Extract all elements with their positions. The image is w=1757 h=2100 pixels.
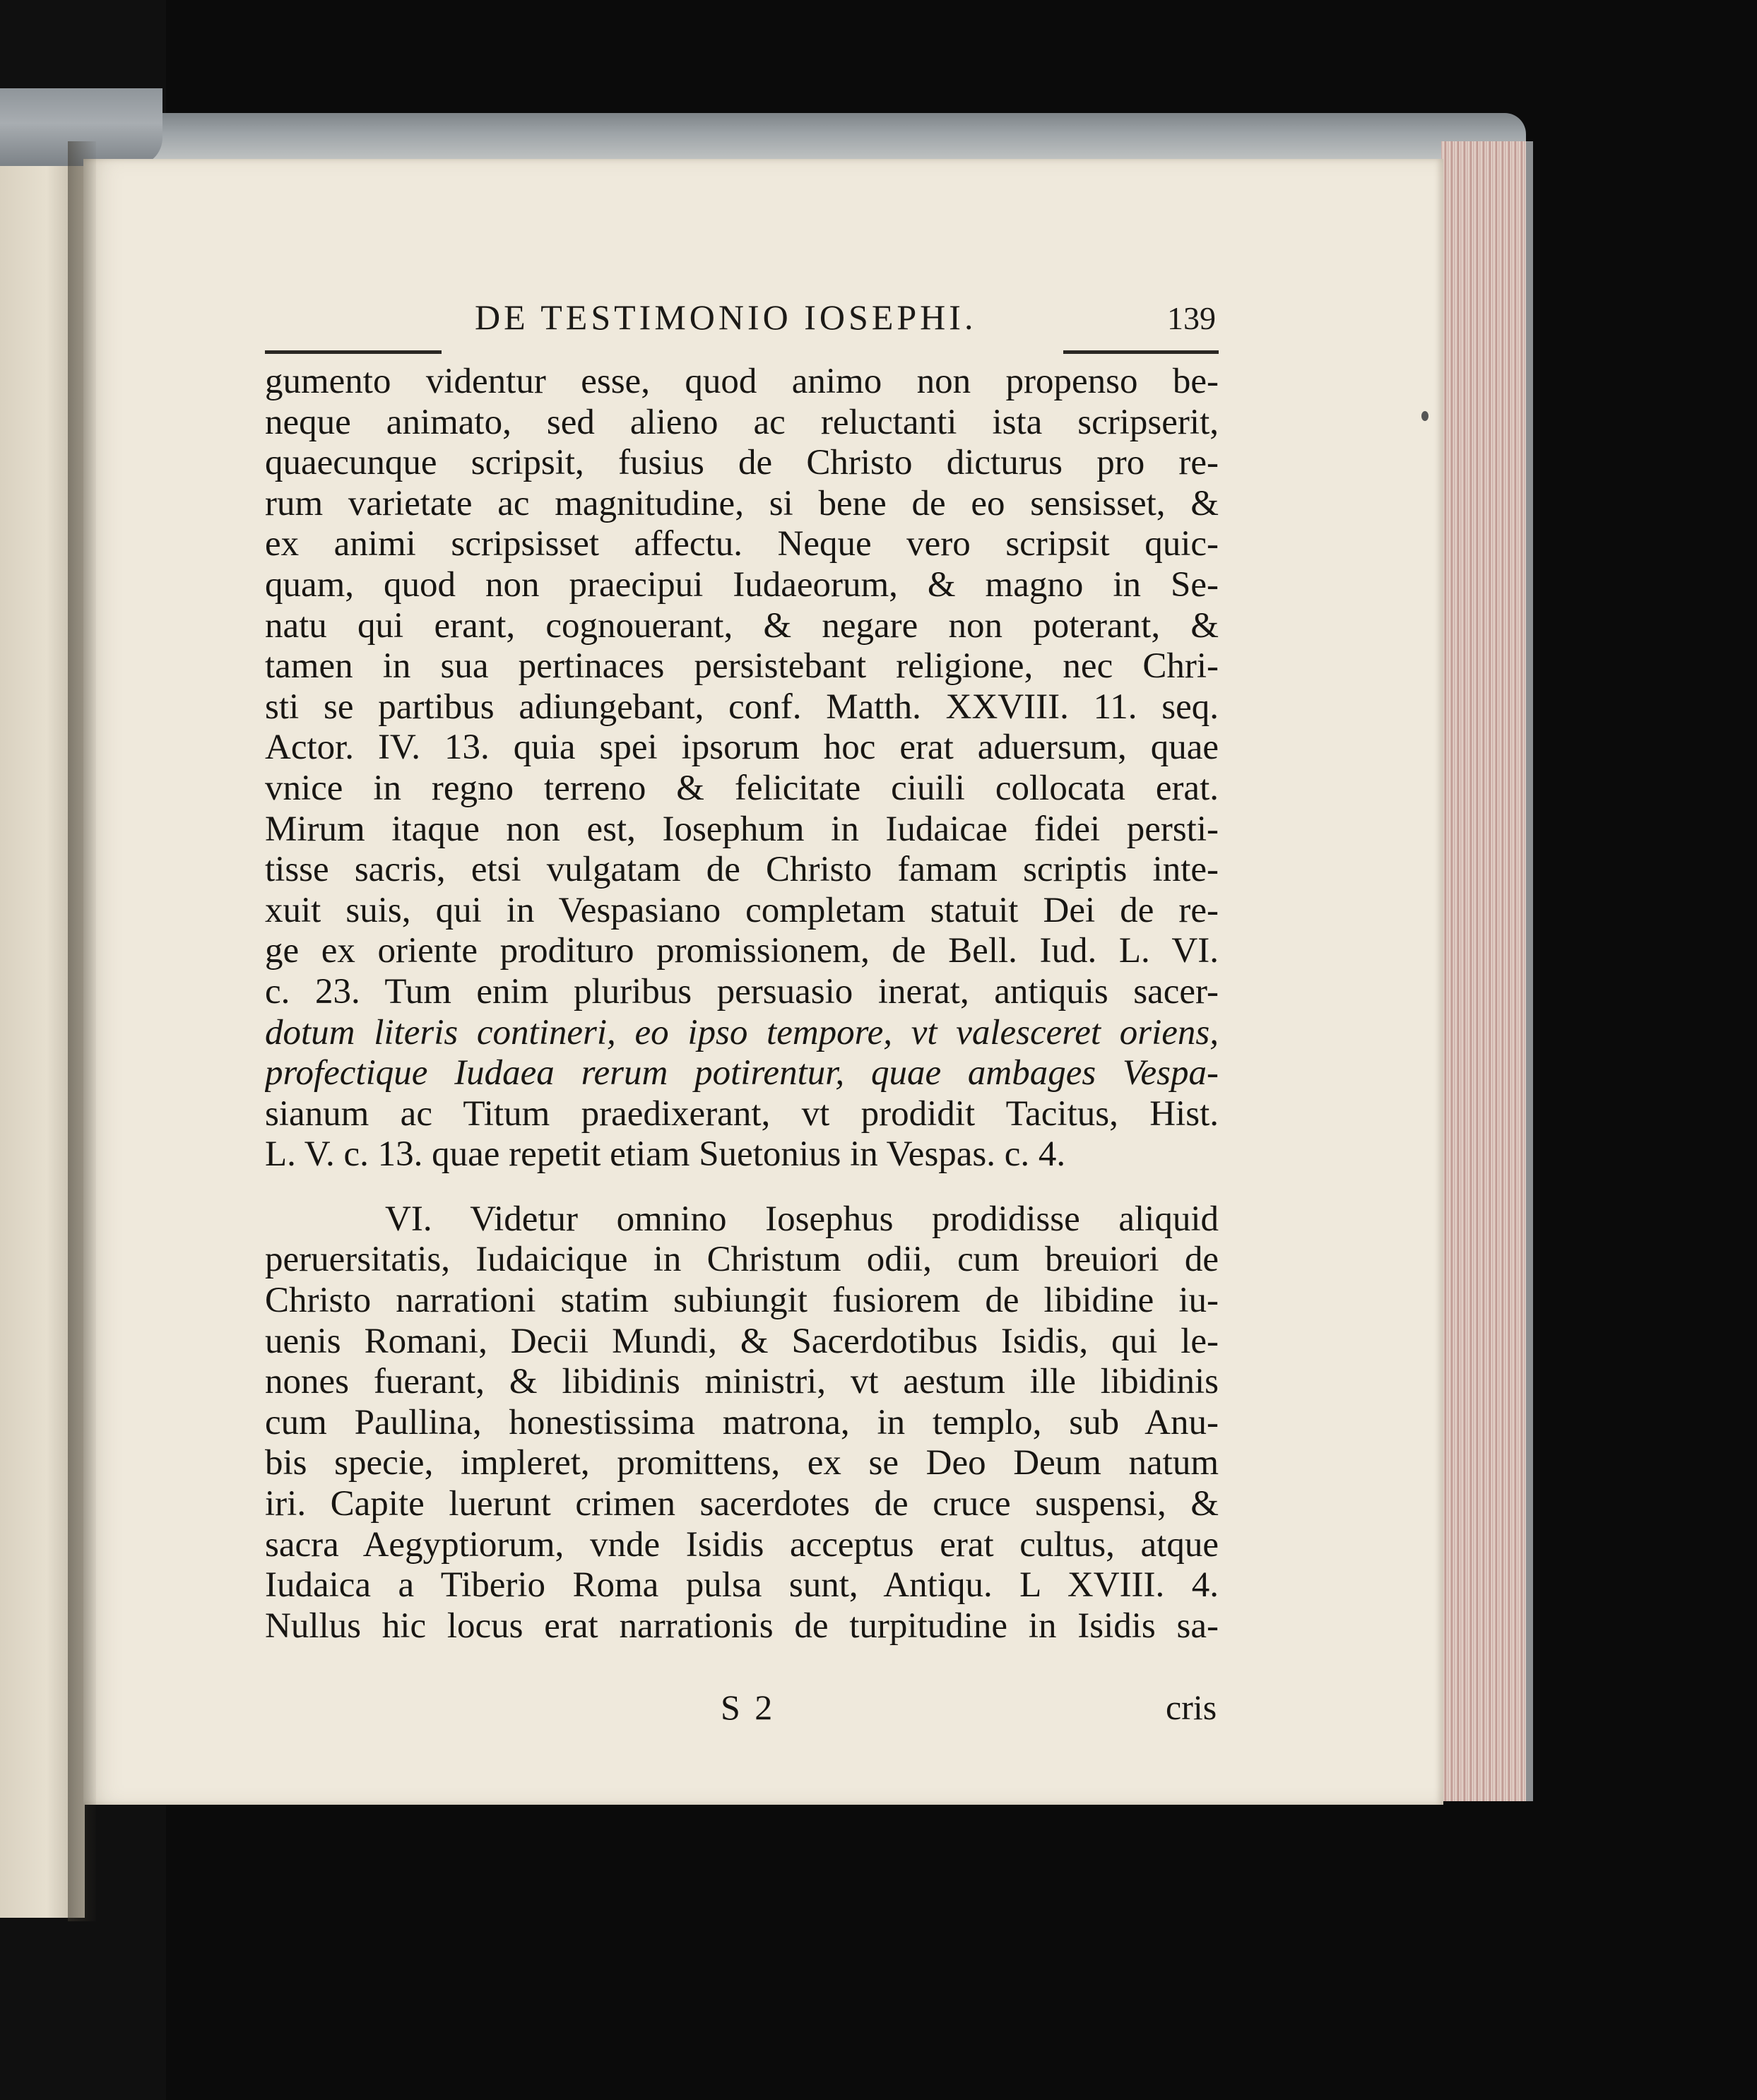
text-line-italic: profectique Iudaea rerum potirentur, quae ambages Vespa- [265, 1053, 1219, 1093]
text-line: L. V. c. 13. quae repetit etiam Suetonius in Vespas. c. 4. [265, 1134, 1066, 1175]
text-line: nones fuerant, & libidinis ministri, vt aestum ille libidinis [265, 1362, 1219, 1402]
text-line: bis specie, impleret, promittens, ex se Deo Deum natum [265, 1443, 1219, 1483]
text-line: sianum ac Titum praedixerant, vt prodidit Tacitus, Hist. [265, 1093, 1219, 1134]
text-line: quam, quod non praecipui Iudaeorum, & magno in Se- [265, 564, 1219, 605]
text-line: Actor. IV. 13. quia spei ipsorum hoc erat aduersum, quae [265, 728, 1219, 768]
header-rule-right [1063, 350, 1219, 354]
signature-mark: S 2 [721, 1687, 776, 1727]
text-line: Nullus hic locus erat narrationis de turpitudine in Isidis sa- [265, 1606, 1219, 1646]
text-line: Iudaica a Tiberio Roma pulsa sunt, Antiqu. L XVIII. 4. [265, 1565, 1219, 1606]
text-line: ex animi scripsisset affectu. Neque vero scripsit quic- [265, 524, 1219, 564]
text-line: c. 23. Tum enim pluribus persuasio inerat, antiquis sacer- [265, 971, 1219, 1012]
paragraph-gap [265, 1175, 1219, 1199]
text-line: peruersitatis, Iudaicique in Christum odii, cum breuiori de [265, 1240, 1219, 1280]
text-line: rum varietate ac magnitudine, si bene de eo sensisset, & [265, 483, 1219, 523]
cover-board-edge [85, 113, 1526, 162]
text-line: Mirum itaque non est, Iosephum in Iudaicae fidei persti- [265, 809, 1219, 849]
text-line: ge ex oriente prodituro promissionem, de Bell. Iud. L. VI. [265, 931, 1219, 971]
text-body [265, 362, 1219, 1647]
text-line: iri. Capite luerunt crimen sacerdotes de cruce suspensi, & [265, 1484, 1219, 1524]
text-line: xuit suis, qui in Vespasiano completam statuit Dei de re- [265, 890, 1219, 930]
page-gutter-shadow [68, 141, 96, 1921]
text-line: natu qui erant, cognouerant, & negare non poterant, & [265, 605, 1219, 646]
running-head: DE TESTIMONIO IOSEPHI. [475, 297, 977, 337]
header-rule-left [265, 350, 442, 354]
text-line: sti se partibus adiungebant, conf. Matth. XXVIII. 11. seq. [265, 687, 1219, 727]
text-line: VI. Videtur omnino Iosephus prodidisse aliquid [385, 1199, 1219, 1239]
text-line: tamen in sua pertinaces persistebant religione, nec Chri- [265, 646, 1219, 687]
text-line: vnice in regno terreno & felicitate ciuili collocata erat. [265, 768, 1219, 808]
text-line: gumento videntur esse, quod animo non propenso be- [265, 362, 1219, 401]
page-fore-edge [1441, 141, 1533, 1801]
text-line: cum Paullina, honestissima matrona, in templo, sub Anu- [265, 1402, 1219, 1442]
margin-speck [1421, 411, 1428, 421]
text-line: tisse sacris, etsi vulgatam de Christo famam scriptis inte- [265, 850, 1219, 890]
text-line: Christo narrationi statim subiungit fusiorem de libidine iu- [265, 1281, 1219, 1321]
text-line: neque animato, sed alieno ac reluctanti ista scripserit, [265, 402, 1219, 442]
catchword: cris [1166, 1687, 1217, 1727]
text-line: uenis Romani, Decii Mundi, & Sacerdotibus Isidis, qui le- [265, 1321, 1219, 1361]
text-line-italic: dotum literis contineri, eo ipso tempore, vt valesceret oriens, [265, 1012, 1219, 1052]
page-number: 139 [1167, 300, 1216, 336]
text-line: quaecunque scripsit, fusius de Christo dicturus pro re- [265, 443, 1219, 483]
text-line: sacra Aegyptiorum, vnde Isidis acceptus erat cultus, atque [265, 1524, 1219, 1565]
